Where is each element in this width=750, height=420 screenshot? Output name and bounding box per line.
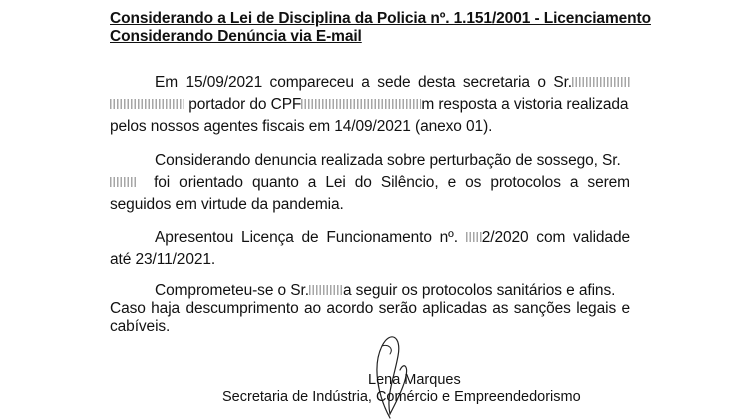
redacted-name (572, 77, 630, 87)
license-label: Apresentou Licença de Funcionamento nº. (155, 229, 458, 246)
redacted-surname (110, 99, 184, 109)
license-number-suffix: 2/2020 com validade (481, 229, 630, 246)
paragraph-4-line-3: cabíveis. (110, 318, 171, 335)
header-line-1: Considerando a Lei de Disciplina da Policia nº. 1.151/2001 - Licenciamento (110, 10, 651, 27)
paragraph-4-text-cont: a seguir os protocolos sanitários e afins. (342, 282, 616, 299)
paragraph-1-line-1 (110, 72, 630, 94)
redacted-license-number (466, 232, 482, 242)
paragraph-1-text: Em 15/09/2021 compareceu a sede desta secretaria o Sr. (155, 74, 572, 91)
redacted-name-2 (110, 177, 136, 187)
redacted-cpf (301, 99, 421, 109)
paragraph-2-line-2 (110, 172, 630, 194)
paragraph-1-line-2 (110, 94, 630, 116)
cpf-label: portador do CPF (188, 96, 302, 113)
paragraph-2-text-cont: foi orientado quanto a Lei do Silêncio, e os protocolos a serem (154, 174, 630, 191)
header-line-2: Considerando Denúncia via E-mail (110, 28, 362, 45)
paragraph-3-line-2: até 23/11/2021. (110, 251, 216, 268)
paragraph-3-line-1 (110, 227, 630, 249)
paragraph-1-text-cont: m resposta a vistoria realizada (421, 96, 629, 113)
signatory-title: Secretaria de Indústria, Comércio e Empreendedorismo (222, 389, 581, 405)
paragraph-4-line-2: Caso haja descumprimento ao acordo serão aplicadas as sanções legais e (110, 300, 630, 317)
redacted-name-3 (309, 285, 343, 295)
paragraph-2-line-1 (110, 150, 630, 172)
paragraph-2-text: Considerando denuncia realizada sobre perturbação de sossego, Sr. (155, 152, 621, 169)
paragraph-1-line-3: pelos nossos agentes fiscais em 14/09/2021 (anexo 01). (110, 118, 493, 135)
paragraph-2-line-3: seguidos em virtude da pandemia. (110, 196, 344, 213)
signatory-name: Lena Marques (368, 372, 461, 388)
paragraph-4-text: Comprometeu-se o Sr. (155, 282, 309, 299)
